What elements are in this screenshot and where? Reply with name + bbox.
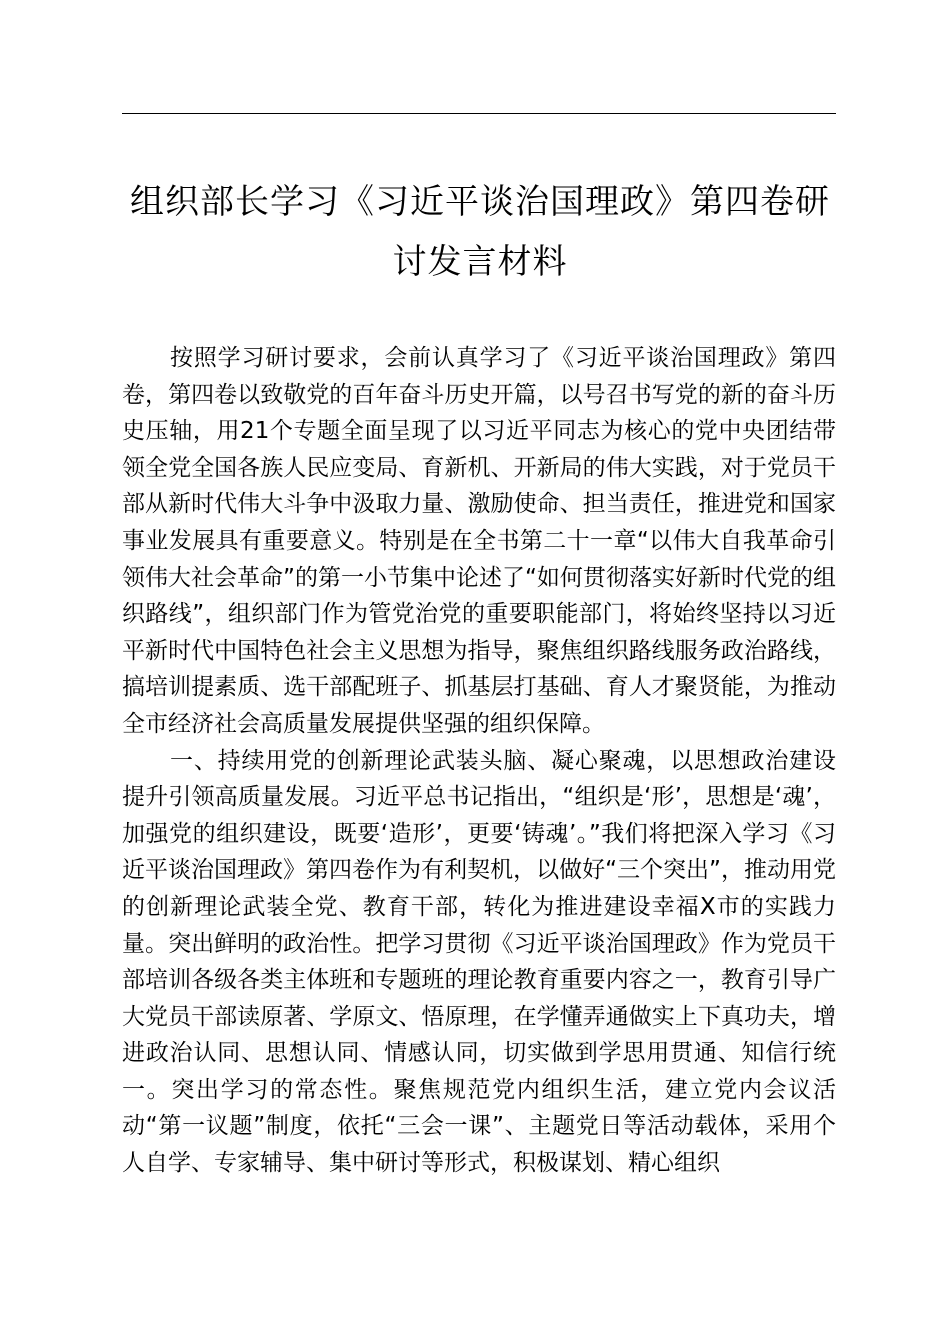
header-rule <box>122 113 836 114</box>
document-title-line-1: 组织部长学习《习近平谈治国理政》第四卷研 <box>130 182 830 222</box>
paragraph-intro: 按照学习研讨要求，会前认真学习了《习近平谈治国理政》第四卷，第四卷以致敬党的百年奋斗历史开篇，以号召书写党的新的奋斗历史压轴，用21个专题全面呈现了以习近平同志为核心的党中央团结带领全党全国各族人民应变局、育新机、开新局的伟大实践，对于党员干部从新时代伟大斗争中汲取力量、激励使命、担当责任，推进党和国家事业发展具有重要意义。特别是在全书第二十一章“以伟大自我革命引领伟大社会革命”的第一小节集中论述了“如何贯彻落实好新时代党的组织路线”，组织部门作为管党治党的重要职能部门，将始终坚持以习近平新时代中国特色社会主义思想为指导，聚焦组织路线服务政治路线，搞培训提素质、选干部配班子、抓基层打基础、育人才聚贤能，为推动全市经济社会高质量发展提供坚强的组织保障。 <box>122 345 836 737</box>
document-title <box>100 172 860 292</box>
document-title-line-2: 讨发言材料 <box>392 242 568 282</box>
document-body <box>122 340 836 1182</box>
paragraph-section-one: 一、持续用党的创新理论武装头脑、凝心聚魂，以思想政治建设提升引领高质量发展。习近平总书记指出，“组织是‘形’，思想是‘魂’，加强党的组织建设，既要‘造形’，更要‘铸魂’。”我们将把深入学习《习近平谈治国理政》第四卷作为有利契机，以做好“三个突出”，推动用党的创新理论武装全党、教育干部，转化为推进建设幸福X市的实践力量。突出鲜明的政治性。把学习贯彻《习近平谈治国理政》作为党员干部培训各级各类主体班和专题班的理论教育重要内容之一，教育引导广大党员干部读原著、学原文、悟原理，在学懂弄通做实上下真功夫，增进政治认同、思想认同、情感认同，切实做到学思用贯通、知信行统一。突出学习的常态性。聚焦规范党内组织生活，建立党内会议活动“第一议题”制度，依托“三会一课”、主题党日等活动载体，采用个人自学、专家辅导、集中研讨等形式，积极谋划、精心组织 <box>122 747 836 1177</box>
